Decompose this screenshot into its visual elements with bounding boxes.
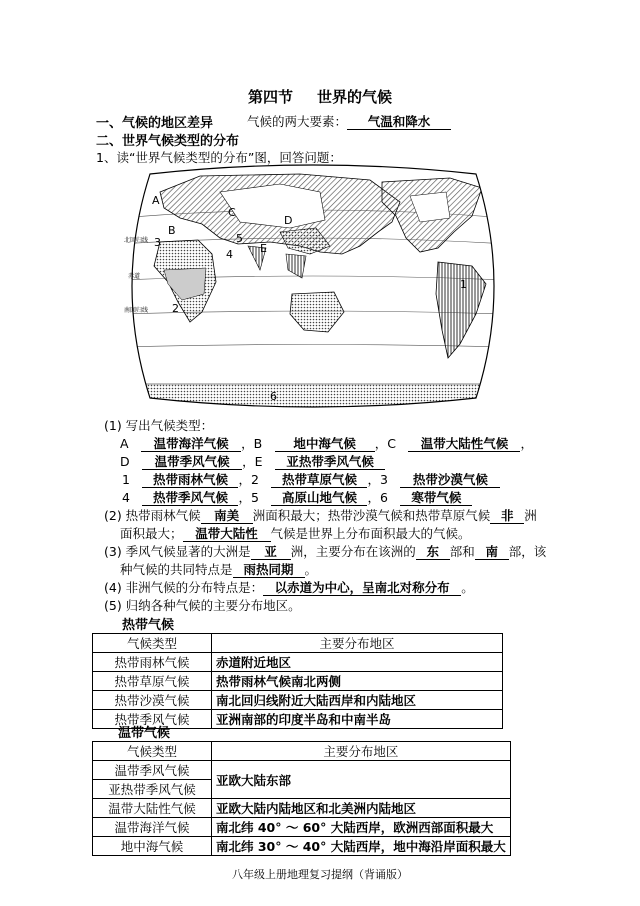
answer-6: 寒带气候: [400, 490, 472, 506]
q1-2-line2: 面积最大； 温带大陆性 气候是世界上分布面积最大的气候。: [120, 526, 471, 541]
svg-text:南回归线: 南回归线: [124, 307, 149, 314]
answer-c: 温带大陆性气候: [408, 436, 520, 452]
q1-4-line: (4) 非洲气候的分布特点是： 以赤道为中心，呈南北对称分布 。: [104, 580, 474, 595]
section-2-heading: 二、世界气候类型的分布: [96, 134, 240, 149]
q1-2-answer-1: 南美: [201, 508, 253, 524]
tropical-heading: 热带气候: [122, 618, 175, 633]
climate-elements-line: 气候的两大要素： 气温和降水: [247, 112, 451, 130]
map-letter-e: E: [260, 242, 267, 255]
q1-4-answer: 以赤道为中心，呈南北对称分布: [263, 580, 461, 596]
q1-2-answer-2: 非: [490, 508, 524, 524]
map-letter-c: C: [228, 206, 236, 219]
map-letter-b: B: [168, 224, 176, 237]
q1-3-answer-2: 东: [416, 544, 450, 560]
table-row: 温带大陆性气候 亚欧大陆内陆地区和北美洲内陆地区: [93, 799, 511, 818]
q1-3-answer-4: 雨热同期: [233, 562, 305, 578]
table-row: 亚热带季风气候: [93, 780, 511, 799]
map-number-4: 4: [226, 248, 233, 261]
q1-3-answer-1: 亚: [251, 544, 291, 560]
table-row: 温带海洋气候 南北纬 40° ～ 60° 大陆西岸，欧洲西部面积最大: [93, 818, 511, 837]
q1-2-line1: (2) 热带雨林气候 南美 洲面积最大；热带沙漠气候和热带草原气候 非 洲: [104, 508, 537, 523]
answer-row-3: 1 热带雨林气候 ，2 热带草原气候 ，3 热带沙漠气候: [122, 470, 500, 488]
map-number-2: 2: [172, 302, 179, 315]
answer-2: 热带草原气候: [271, 472, 367, 488]
temperate-heading: 温带气候: [118, 726, 171, 741]
svg-text:赤道: 赤道: [128, 273, 141, 280]
page-footer: 八年级上册地理复习提纲（背诵版）: [232, 868, 408, 881]
q1-3-line2: 种气候的共同特点是 雨热同期 。: [120, 562, 318, 577]
tropical-table: [92, 633, 503, 729]
section-number: 第四节: [247, 88, 293, 106]
map-number-5: 5: [236, 232, 243, 245]
map-number-3: 3: [154, 236, 161, 249]
page-title: [0, 86, 640, 107]
map-number-6: 6: [270, 390, 277, 403]
answer-row-1: A 温带海洋气候 ，B 地中海气候 ，C 温带大陆性气候 ，: [120, 436, 533, 451]
answer-1: 热带雨林气候: [142, 472, 238, 488]
table-row: 热带沙漠气候 南北回归线附近大陆西岸和内陆地区: [93, 691, 503, 710]
answer-b: 地中海气候: [275, 436, 375, 452]
section-1-heading: 一、气候的地区差异: [96, 116, 214, 131]
answer-4: 热带季风气候: [142, 490, 238, 506]
table-header: 气候类型 主要分布地区: [93, 634, 503, 653]
question-1-prompt: 1、读“世界气候类型的分布”图，回答问题：: [96, 150, 342, 165]
svg-text:北回归线: 北回归线: [124, 237, 149, 244]
answer-5: 高原山地气候: [271, 490, 367, 506]
q1-3-answer-3: 南: [475, 544, 509, 560]
answer-d: 温带季风气候: [142, 454, 242, 470]
antarctica: [120, 384, 506, 410]
answer-a: 温带海洋气候: [141, 436, 241, 452]
table-row: 温带季风气候 亚欧大陆东部: [93, 761, 511, 780]
q1-2-answer-3: 温带大陆性: [183, 526, 271, 542]
answer-row-2: D 温带季风气候 ，E 亚热带季风气候: [120, 452, 385, 470]
table-row: 热带季风气候 亚洲南部的印度半岛和中南半岛: [93, 710, 503, 729]
table-row: 地中海气候 南北纬 30° ～ 40° 大陆西岸，地中海沿岸面积最大: [93, 837, 511, 856]
map-letter-a: A: [152, 194, 160, 207]
q1-3-line1: (3) 季风气候显著的大洲是 亚 洲，主要分布在该洲的 东 部和 南 部，该: [104, 544, 547, 559]
section-title: 世界的气候: [317, 88, 393, 106]
table-row: 热带草原气候 热带雨林气候南北两侧: [93, 672, 503, 691]
answer-e: 亚热带季风气候: [275, 454, 385, 470]
world-climate-map: [120, 162, 506, 410]
map-letter-d: D: [284, 214, 293, 227]
table-header: 气候类型 主要分布地区: [93, 742, 511, 761]
climate-elements-answer: 气温和降水: [347, 114, 451, 130]
map-number-1: 1: [460, 278, 467, 291]
q1-1-prompt: (1) 写出气候类型：: [104, 418, 214, 433]
answer-row-4: 4 热带季风气候 ，5 高原山地气候 ，6 寒带气候: [122, 488, 472, 506]
answer-3: 热带沙漠气候: [400, 472, 500, 488]
table-row: 热带雨林气候 赤道附近地区: [93, 653, 503, 672]
temperate-table: [92, 741, 511, 856]
q1-5-prompt: (5) 归纳各种气候的主要分布地区。: [104, 598, 301, 613]
